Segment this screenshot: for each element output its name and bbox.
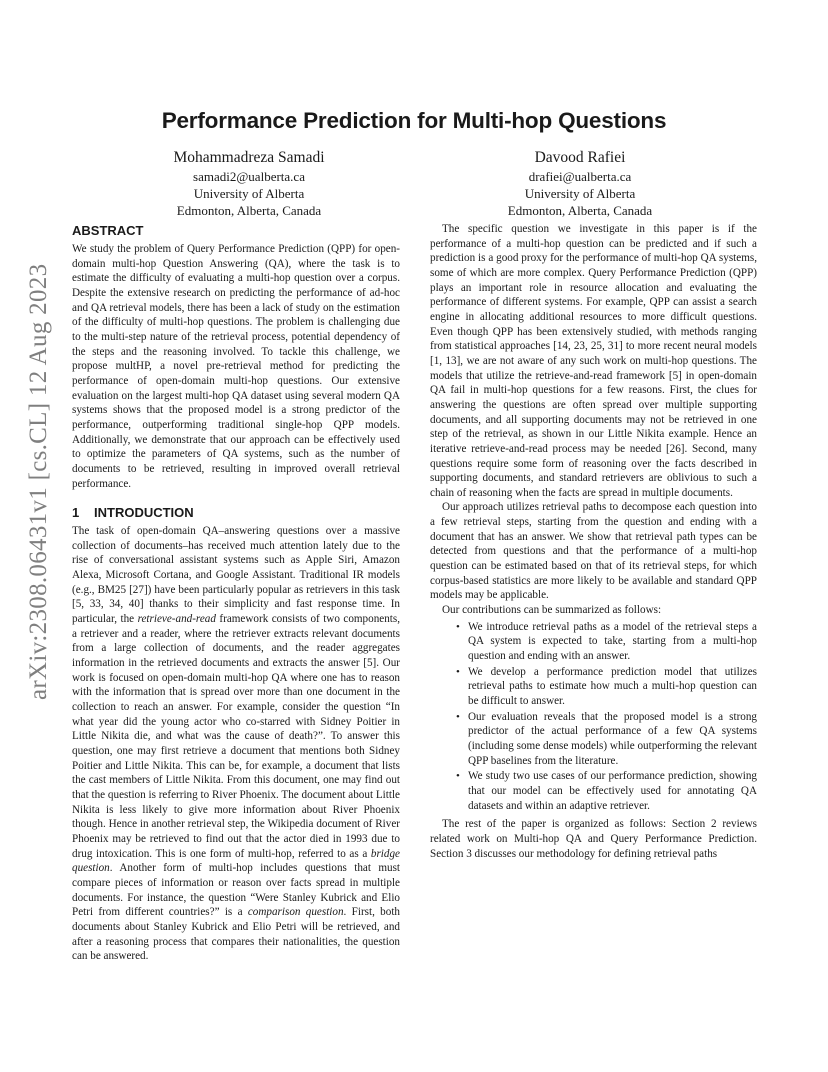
author-name: Davood Rafiei [534,149,626,166]
intro-paragraph-4: Our contributions can be summarized as follows: [442,604,662,617]
abstract-heading: ABSTRACT [72,223,144,238]
term-retrieve-and-read: retrieve-and-read [137,613,216,626]
section-title: INTRODUCTION [94,505,194,521]
paper-title: Performance Prediction for Multi-hop Questions [161,108,667,133]
left-column [72,222,400,964]
author-location: Edmonton, Alberta, Canada [176,203,322,218]
intro-paragraph-2: The specific question we investigate in this paper is if the performance of a multi-hop question can be predicted and if such a prediction is a good proxy for the performance of multi-hop QA systems, some of which are more complex. Query Performance Prediction (QPP) plays an important role in resource allocation and evaluating the performance of different systems. For example, QPP can assist a search engine in allocating additional resources to more difficult questions. Even though QPP has been extensively studied, with methods ranging from statistical approaches [14, 23, 25, 31] to more recent neural models [1, 13], we are not aware of any such work on multi-hop questions. The models that utilize the retrieve-and-read framework [5] in open-domain QA fail in multi-hop questions for a few reasons. First, the clues for answering the questions are often spread over multiple supporting documents, and all supporting documents may not be retrieved in one step of the retrieval, as shown in our Little Nikita example. Hence an iterative retrieve-and-read process may be needed [26]. Second, many questions require some form of reasoning over the facts described in supporting documents, and standard retrievers are oblivious to such a chain of reasoning when the facts are spread in multiple documents. [430,223,757,499]
list-item: • Our evaluation reveals that the proposed model is a strong predictor of the actual performance of a few QA systems (including some dense models) while outperforming the relevant QPP baselines from the literature. [456,710,757,767]
section-number: 1 [72,505,80,521]
author-block-1 [99,147,399,219]
author-location: Edmonton, Alberta, Canada [507,203,653,218]
term-bridge-question: bridge question [72,847,400,875]
intro-paragraph-5: The rest of the paper is organized as follows: Section 2 reviews related work on Multi-hop QA and Query Performance Prediction. Section 3 discusses our methodology for defining retrieval paths [430,818,757,860]
list-item: • We develop a performance prediction model that utilizes retrieval paths to estimate how much a multi-hop question can be difficult to answer. [456,665,757,707]
author-affiliation: University of Alberta [193,186,305,201]
section-heading [72,504,400,522]
right-column [430,222,757,861]
author-name: Mohammadreza Samadi [173,149,325,166]
bullet-icon: • [456,665,460,678]
author-affiliation: University of Alberta [524,186,636,201]
abstract-text: We study the problem of Query Performance Prediction (QPP) for open-domain multi-hop Question Answering (QA), where the task is to estimate the difficulty of evaluating a multi-hop question over a corpus. Despite the extensive research on predicting the performance of ad-hoc and QA retrieval models, there has been a lack of study on the estimation of the difficulty of multi-hop questions. The problem is challenging due to the multi-step nature of the retrieval process, potential dependency of the steps and the reasoning involved. To tackle this challenge, we propose multHP, a novel pre-retrieval method for predicting the performance of open-domain multi-hop questions. Our extensive evaluation on the largest multi-hop QA dataset using several modern QA systems shows that the proposed model is a strong predictor of the performance, outperforming traditional single-hop QPP models. Additionally, we demonstrate that our approach can be effectively used to optimize the parameters of QA systems, such as the number of documents to be retrieved, resulting in improved overall retrieval performance. [72,243,400,490]
bullet-icon: • [456,770,460,783]
author-block-2 [430,147,730,219]
intro-paragraph-1: The task of open-domain QA–answering questions over a massive collection of documents–has received much attention lately due to the rise of conversational assistant systems such as Apple Siri, Amazon Alexa, Microsoft Cortana, and Google Assistant. Traditional IR models (e.g., BM25 [27]) have been particularly popular as retrievers in this task [5, 33, 34, 40] thanks to their simplicity and fast response time. In particular, the retrieve-and-read framework consists of two components, a retriever and a reader, where the retriever extracts relevant documents from a large collection of documents, and the reader aggregates information in the retrieved documents and extracts the answer [5]. Our work is focused on open-domain multi-hop QA where one has to reason with the information that is spread over more than one document in the collection to reach an answer. For example, consider the question “In what year did the young actor who co-starred with Sidney Poitier in Little Nikita die, and what was the cause of death?”. To answer this question, one may first retrieve a document that mentions both Sidney Poitier and Little Nikita. This can be, for example, a document that lists the cast members of Little Nikita. From this document, one may find out that the question is referring to River Phoenix. The document about Little Nikita is less likely to give more information about River Phoenix though. Hence in another retrieval step, the Wikipedia document of River Phoenix may be retrieved to find out that the actor died in 1993 due to drug intoxication. This is one form of multi-hop, referred to as a bridge question. Another form of multi-hop includes questions that must compare pieces of information or reason over facts spread in multiple documents. For instance, the question “Were Stanley Kubrick and Elio Petri from different countries?” is a comparison question. First, both documents about Stanley Kubrick and Elio Petri will be retrieved, and after a reasoning process that compares their nationalities, the question can be answered. [72,525,401,963]
list-item: • We introduce retrieval paths as a model of the retrieval steps a QA system is expected to take, starting from a multi-hop question and ending with an answer. [456,620,757,663]
bullet-icon: • [456,620,460,633]
contributions-list [430,620,757,814]
author-email: drafiei@ualberta.ca [528,169,632,184]
intro-paragraph-3: Our approach utilizes retrieval paths to decompose each question into a few retrieval steps, starting from the question and ending with a document that has an answer. We show that retrieval path types can be detected from questions and that the performance of a multi-hop question can be estimated based on that of its retrieval steps, for which corpus-based statistics are more likely to be available and standard QPP models may be applicable. [430,501,757,602]
author-email: samadi2@ualberta.ca [193,169,305,184]
list-item: • We study two use cases of our performance prediction, showing that our model can be effectively used for annotating QA datasets and within an adaptive retriever. [456,770,757,812]
bullet-icon: • [456,710,460,723]
arxiv-identifier: arXiv:2308.06431v1 [cs.CL] 12 Aug 2023 [25,263,52,700]
term-comparison-question: comparison question [247,906,344,919]
